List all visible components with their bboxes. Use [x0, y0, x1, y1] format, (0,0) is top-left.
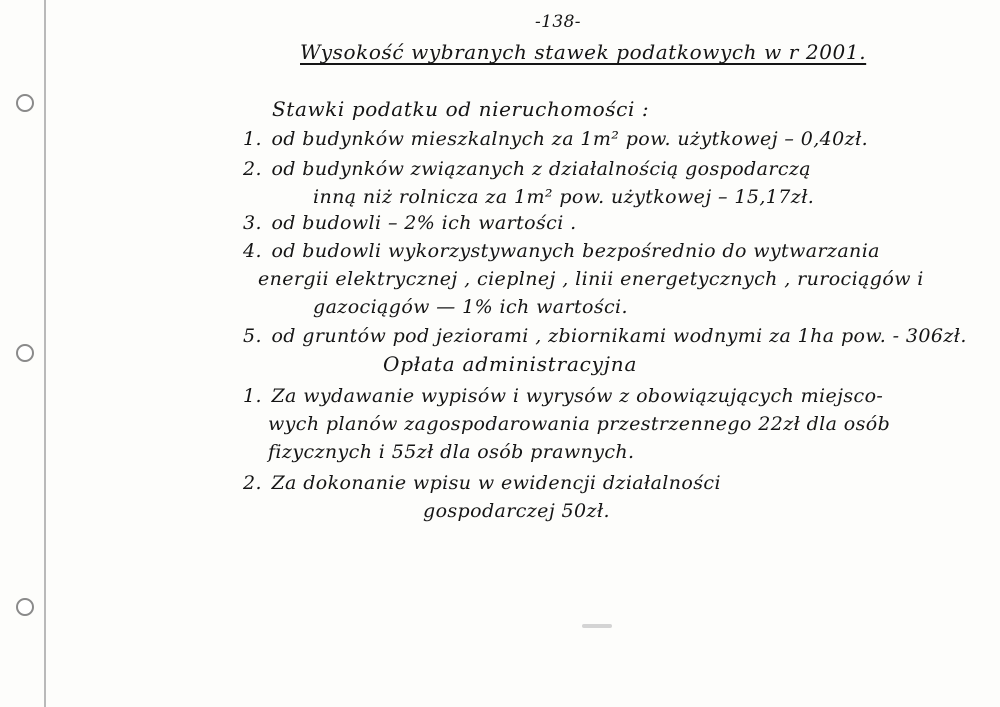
list-item — [243, 240, 880, 262]
item-text-continuation: inną niż rolnicza za 1m² pow. użytkowej – 15,17zł. — [313, 186, 815, 208]
item-text: od budynków związanych z działalnością gospodarczą — [271, 158, 811, 180]
item-number: 4. — [243, 240, 262, 262]
scan-smudge — [582, 624, 612, 628]
item-number: 2. — [243, 158, 262, 180]
list-item — [243, 325, 967, 347]
punch-hole-bottom — [16, 598, 34, 616]
item-number: 5. — [243, 325, 262, 347]
list-item — [243, 128, 868, 150]
item-text: od budynków mieszkalnych za 1m² pow. użytkowej – 0,40zł. — [271, 128, 869, 150]
binding-margin-line — [44, 0, 46, 707]
item-text-continuation: energii elektrycznej , cieplnej , linii energetycznych , rurociągów i — [258, 268, 924, 290]
item-number: 1. — [243, 385, 262, 407]
page-title: Wysokość wybranych stawek podatkowych w r 2001. — [300, 40, 867, 64]
item-text: Za wydawanie wypisów i wyrysów z obowiązujących miejsco- — [271, 385, 884, 407]
list-item — [243, 385, 883, 407]
page-number: -138- — [535, 12, 581, 32]
punch-hole-middle — [16, 344, 34, 362]
item-number: 2. — [243, 472, 262, 494]
item-text-continuation: fizycznych i 55zł dla osób prawnych. — [268, 441, 635, 463]
section-heading-property-tax: Stawki podatku od nieruchomości : — [272, 97, 650, 121]
item-text: od budowli wykorzystywanych bezpośrednio do wytwarzania — [271, 240, 880, 262]
item-text: od budowli – 2% ich wartości . — [271, 212, 577, 234]
item-text-continuation: wych planów zagospodarowania przestrzennego 22zł dla osób — [268, 413, 891, 435]
list-item — [243, 472, 721, 494]
item-text: od gruntów pod jeziorami , zbiornikami wodnymi za 1ha pow. - 306zł. — [271, 325, 967, 347]
item-text-continuation: gazociągów — 1% ich wartości. — [313, 296, 628, 318]
item-number: 3. — [243, 212, 262, 234]
section-heading-admin-fee: Opłata administracyjna — [383, 352, 638, 376]
list-item — [243, 212, 577, 234]
item-text-continuation: gospodarczej 50zł. — [423, 500, 610, 522]
list-item — [243, 158, 811, 180]
punch-hole-top — [16, 94, 34, 112]
item-number: 1. — [243, 128, 262, 150]
item-text: Za dokonanie wpisu w ewidencji działalności — [271, 472, 721, 494]
